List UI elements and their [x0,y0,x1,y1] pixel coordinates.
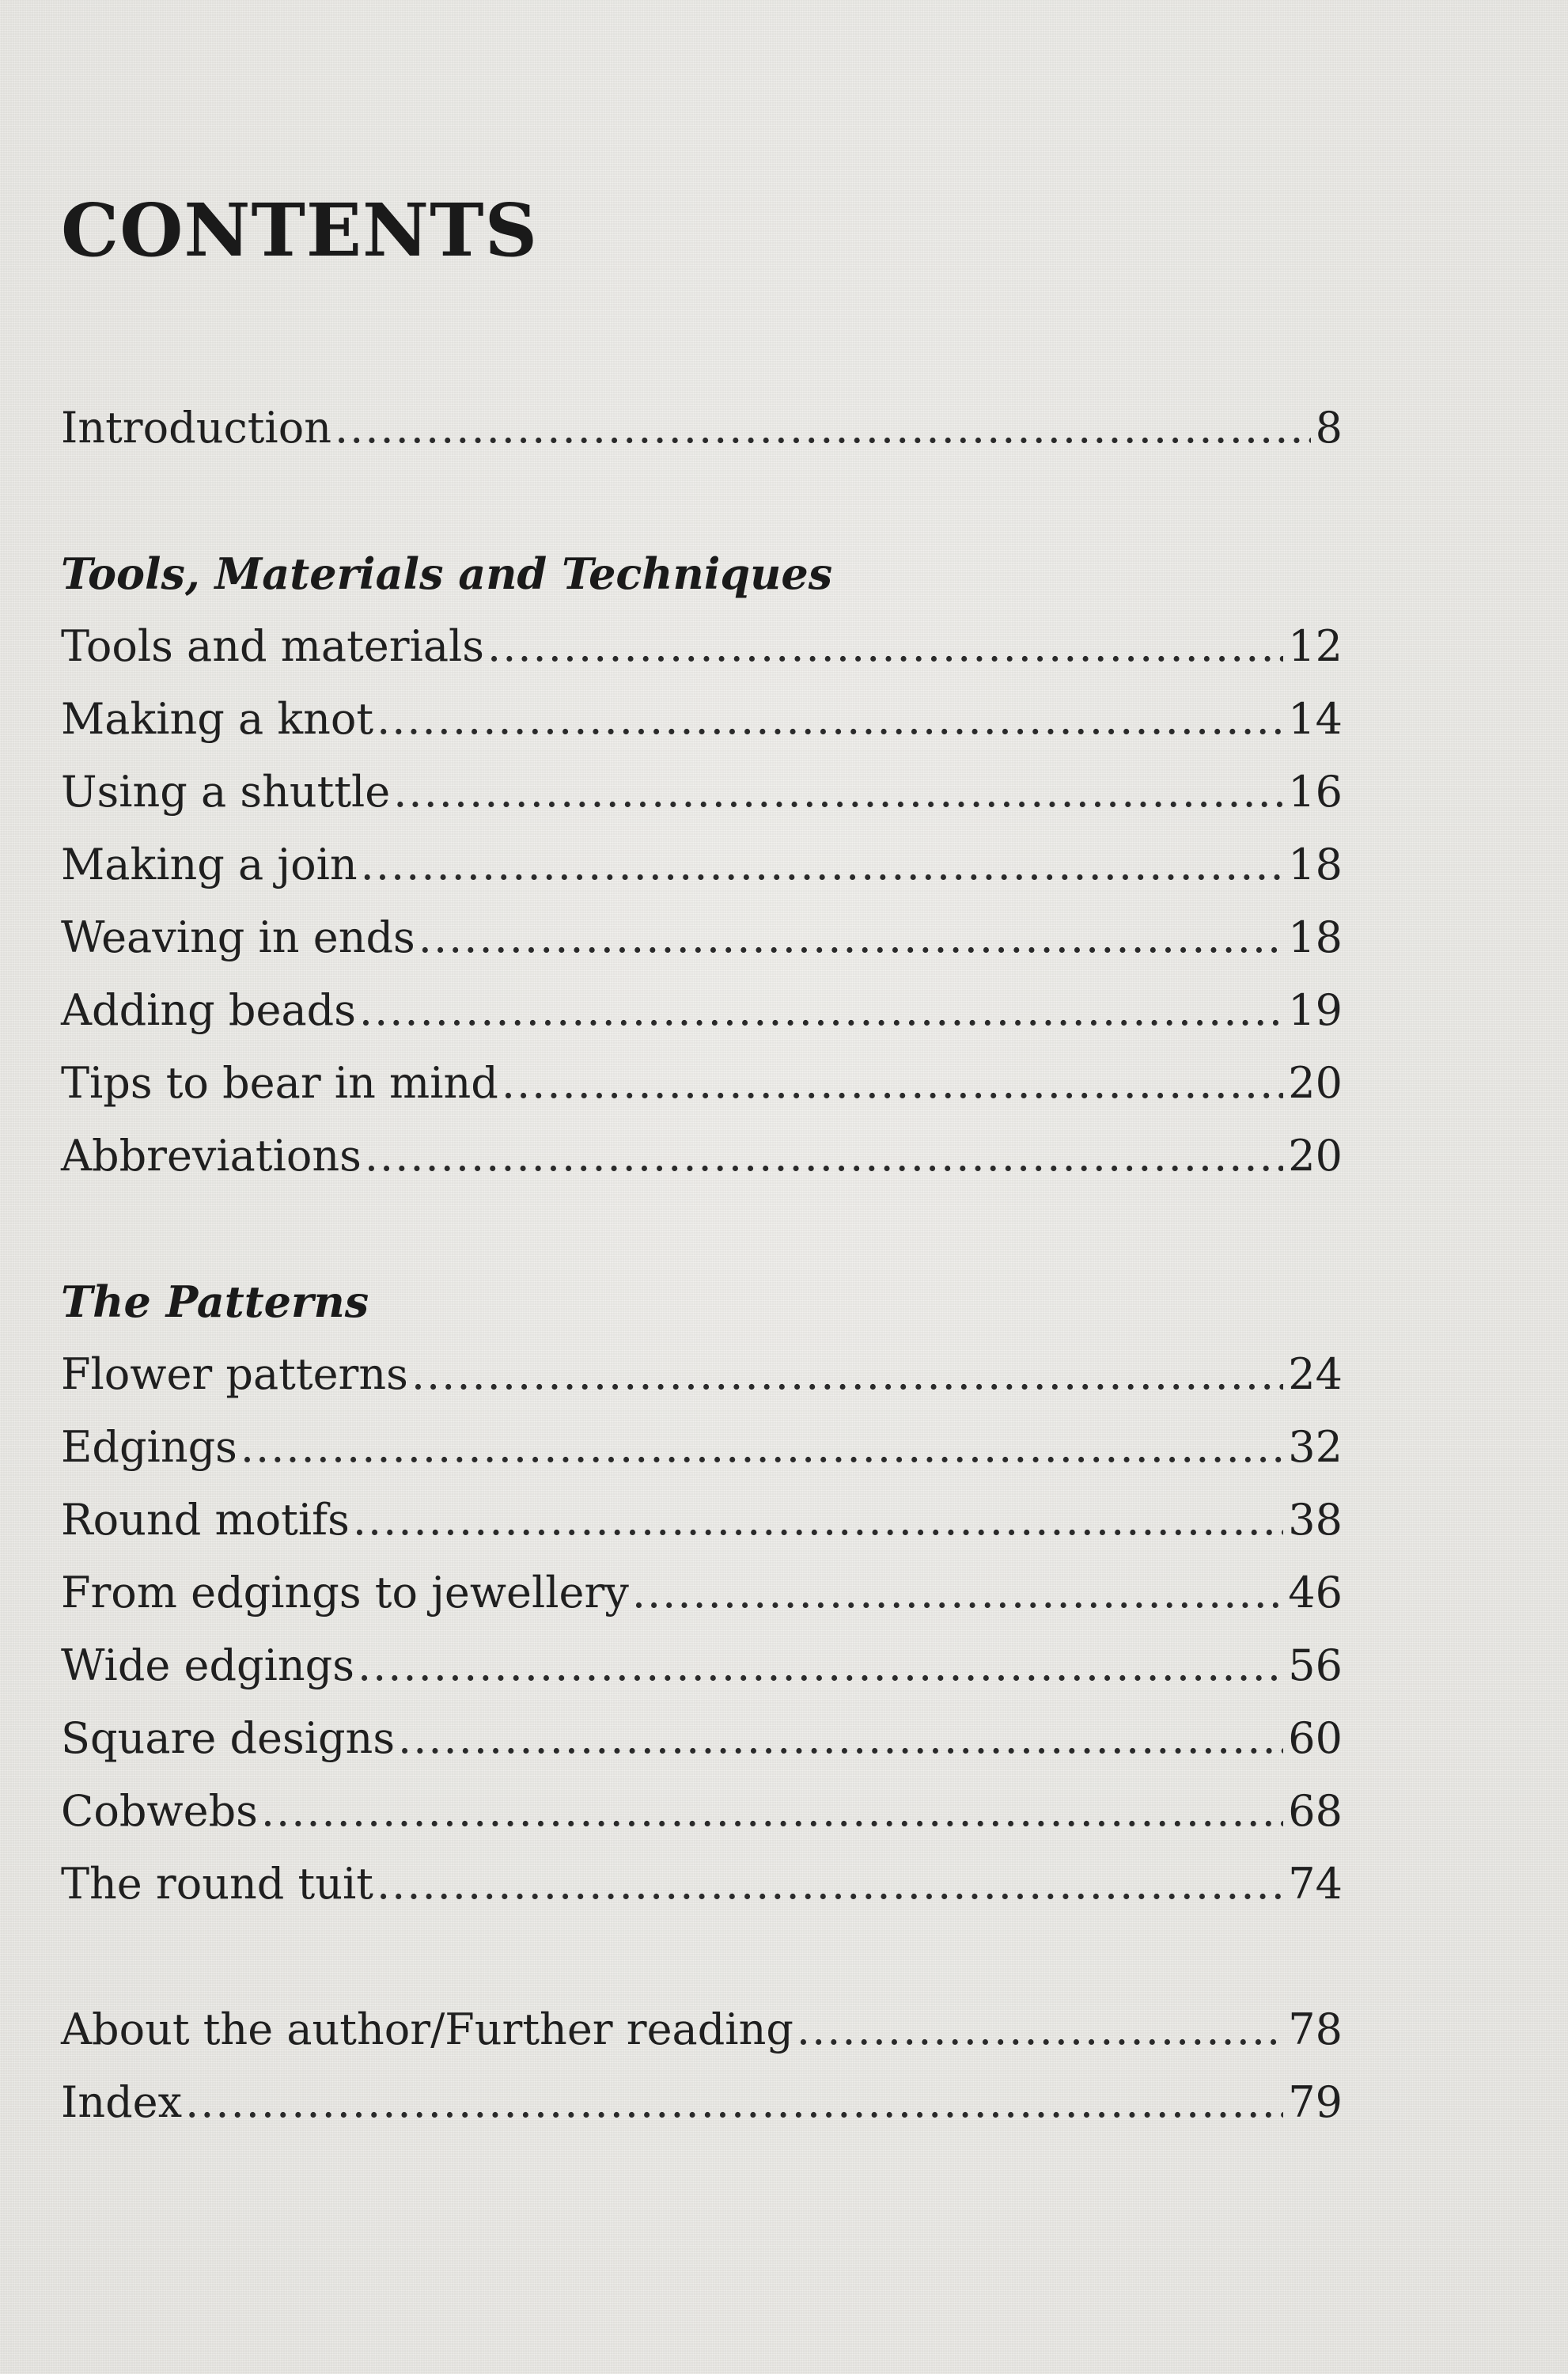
dot-leader [365,1120,1283,1193]
toc-entry-label: Using a shuttle [61,767,391,817]
toc-entry-label: Making a knot [61,694,374,744]
toc-entry-page-number: 56 [1288,1640,1343,1690]
dot-leader [335,392,1311,465]
toc-entry[interactable] [61,974,1343,1047]
toc-entry-page-number: 38 [1288,1495,1343,1545]
toc-entry[interactable] [61,1848,1343,1921]
dot-leader [398,1702,1283,1775]
toc-entry-label: Introduction [61,403,331,453]
toc-entry-label: Square designs [61,1713,396,1763]
dot-leader [487,610,1283,683]
toc-entry-page-number: 68 [1288,1786,1343,1836]
dot-leader [261,1775,1283,1848]
toc-entry-label: From edgings to jewellery [61,1568,629,1617]
toc-entry[interactable] [61,610,1343,683]
toc-entry-label: Adding beads [61,985,356,1035]
dot-leader [797,1993,1283,2066]
toc-entry-label: Weaving in ends [61,912,415,962]
toc-entry-label: Abbreviations [61,1131,362,1181]
toc-entry-page-number: 79 [1288,2077,1343,2127]
toc-entry-page-number: 14 [1288,694,1343,744]
table-of-contents [61,392,1343,2139]
toc-entry-page-number: 18 [1288,840,1343,889]
toc-entry-page-number: 32 [1288,1422,1343,1472]
dot-leader [502,1047,1283,1120]
dot-leader [419,901,1284,974]
toc-entry-page-number: 16 [1288,767,1343,817]
toc-entry-page-number: 24 [1288,1349,1343,1399]
toc-entry[interactable] [61,1120,1343,1193]
dot-leader [185,2066,1283,2139]
contents-page [61,0,1343,2374]
toc-entry[interactable] [61,1702,1343,1775]
toc-entry-page-number: 60 [1288,1713,1343,1763]
toc-entry-about-the-author[interactable] [61,1993,1343,2066]
dot-leader [241,1411,1283,1484]
dot-leader [411,1338,1283,1411]
section-heading-tools-materials-techniques: Tools, Materials and Techniques [61,548,833,599]
toc-entry[interactable] [61,683,1343,756]
toc-entry-label: Making a join [61,840,358,889]
section-spacer [61,1921,1343,1993]
toc-entry[interactable] [61,756,1343,829]
toc-entry[interactable] [61,1629,1343,1702]
toc-entry-page-number: 12 [1288,621,1343,671]
toc-entry[interactable] [61,1047,1343,1120]
toc-entry-page-number: 78 [1288,2004,1343,2054]
toc-entry-index[interactable] [61,2066,1343,2139]
dot-leader [358,1629,1283,1702]
toc-entry-label: Tools and materials [61,621,485,671]
toc-entry-page-number: 18 [1288,912,1343,962]
toc-entry-page-number: 74 [1288,1859,1343,1909]
page-title: CONTENTS [61,188,539,273]
toc-entry[interactable] [61,1338,1343,1411]
toc-entry[interactable] [61,1557,1343,1629]
toc-entry-page-number: 20 [1288,1058,1343,1108]
toc-entry-page-number: 46 [1288,1568,1343,1617]
dot-leader [359,974,1283,1047]
dot-leader [377,1848,1283,1921]
toc-entry[interactable] [61,1411,1343,1484]
toc-entry-label: The round tuit [61,1859,373,1909]
toc-entry[interactable] [61,1484,1343,1557]
toc-entry[interactable] [61,1775,1343,1848]
toc-entry-page-number: 20 [1288,1131,1343,1181]
toc-entry-label: Round motifs [61,1495,350,1545]
toc-entry-label: About the author/Further reading [61,2004,793,2054]
dot-leader [361,829,1284,901]
toc-entry[interactable] [61,829,1343,901]
toc-entry-label: Edgings [61,1422,237,1472]
dot-leader [632,1557,1283,1629]
toc-entry[interactable] [61,901,1343,974]
dot-leader [353,1484,1283,1557]
dot-leader [377,683,1283,756]
toc-entry-label: Wide edgings [61,1640,354,1690]
toc-entry-page-number: 8 [1315,403,1343,453]
toc-entry-page-number: 19 [1288,985,1343,1035]
toc-entry-introduction[interactable] [61,392,1343,465]
toc-entry-label: Cobwebs [61,1786,258,1836]
toc-entry-label: Flower patterns [61,1349,408,1399]
toc-entry-label: Index [61,2077,183,2127]
section-heading-the-patterns: The Patterns [61,1276,369,1327]
toc-entry-label: Tips to bear in mind [61,1058,498,1108]
dot-leader [393,756,1283,829]
